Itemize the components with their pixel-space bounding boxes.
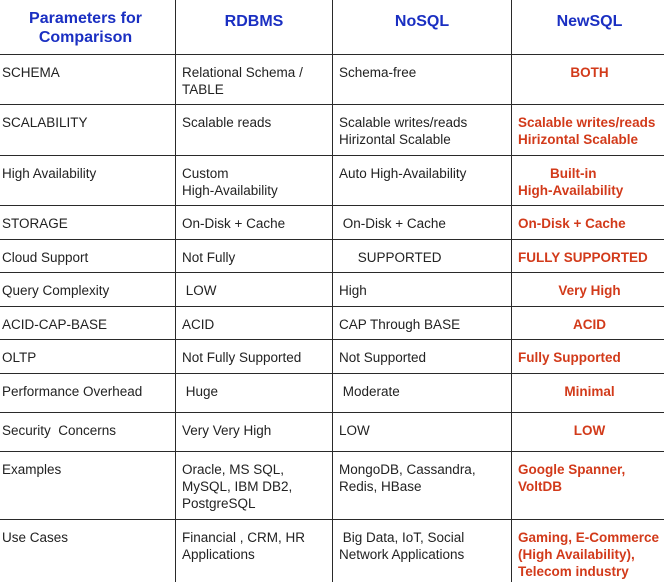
cell-newsql xyxy=(512,520,664,582)
cell-rdbms xyxy=(176,307,333,340)
table-body xyxy=(0,55,664,582)
cell-rdbms xyxy=(176,520,333,582)
cell-rdbms-line: On-Disk + Cache xyxy=(182,216,286,231)
cell-rdbms xyxy=(176,105,333,156)
cell-parameter-text xyxy=(0,273,175,299)
cell-newsql-text xyxy=(512,452,664,495)
cell-rdbms-line: High-Availability xyxy=(182,183,278,198)
cell-newsql-line: (High Availability), xyxy=(518,547,635,562)
cell-nosql-text xyxy=(333,307,511,333)
cell-nosql xyxy=(333,340,512,374)
cell-newsql-text xyxy=(512,520,664,580)
cell-rdbms-line: Not Fully xyxy=(182,250,236,265)
cell-rdbms xyxy=(176,340,333,374)
cell-nosql-line: Redis, HBase xyxy=(339,479,422,494)
cell-parameter-text xyxy=(0,374,175,400)
header-parameters xyxy=(0,0,176,55)
cell-newsql-text xyxy=(512,240,664,266)
cell-nosql xyxy=(333,55,512,105)
cell-nosql xyxy=(333,520,512,582)
cell-newsql-text xyxy=(512,340,664,366)
header-nosql: NoSQL xyxy=(333,0,512,55)
cell-rdbms-line: Not Fully Supported xyxy=(182,350,302,365)
cell-parameter-line: ACID-CAP-BASE xyxy=(2,317,108,332)
cell-newsql-text xyxy=(512,273,664,299)
cell-nosql-line: CAP Through BASE xyxy=(339,317,461,332)
cell-parameter xyxy=(0,413,176,452)
cell-nosql-line: High xyxy=(339,283,367,298)
cell-newsql-line: VoltDB xyxy=(518,479,562,494)
cell-newsql-line: FULLY SUPPORTED xyxy=(518,250,648,265)
cell-rdbms-line: Relational Schema / xyxy=(182,65,303,80)
cell-rdbms xyxy=(176,156,333,206)
cell-nosql xyxy=(333,240,512,273)
cell-rdbms-line: LOW xyxy=(182,283,217,298)
cell-nosql xyxy=(333,273,512,307)
cell-nosql-text xyxy=(333,452,511,495)
cell-parameter xyxy=(0,206,176,240)
cell-parameter-text xyxy=(0,307,175,333)
table-row xyxy=(0,206,664,240)
cell-parameter-line: Security Concerns xyxy=(2,423,117,438)
cell-parameter-line: SCHEMA xyxy=(2,65,60,80)
cell-nosql-line: Auto High-Availability xyxy=(339,166,467,181)
cell-nosql xyxy=(333,307,512,340)
cell-nosql-line: MongoDB, Cassandra, xyxy=(339,462,476,477)
cell-newsql-line: Scalable writes/reads xyxy=(518,115,656,130)
cell-rdbms-text xyxy=(176,273,332,299)
cell-nosql xyxy=(333,413,512,452)
cell-nosql-text xyxy=(333,520,511,563)
cell-newsql-text xyxy=(512,374,664,400)
cell-rdbms-line: Very Very High xyxy=(182,423,272,438)
cell-nosql-text xyxy=(333,156,511,182)
cell-rdbms-line: Financial , CRM, HR xyxy=(182,530,306,545)
table-row xyxy=(0,340,664,374)
cell-parameter-text xyxy=(0,520,175,546)
cell-rdbms-line: TABLE xyxy=(182,82,224,97)
cell-newsql xyxy=(512,156,664,206)
cell-newsql xyxy=(512,105,664,156)
cell-rdbms xyxy=(176,240,333,273)
cell-nosql-line: SUPPORTED xyxy=(339,250,442,265)
cell-rdbms xyxy=(176,374,333,413)
cell-nosql-text xyxy=(333,340,511,366)
cell-nosql-line: Big Data, IoT, Social xyxy=(339,530,465,545)
cell-rdbms-line: Custom xyxy=(182,166,229,181)
cell-newsql-text xyxy=(512,156,664,199)
cell-nosql-text xyxy=(333,240,511,266)
cell-newsql-line: BOTH xyxy=(570,65,609,80)
cell-newsql-line: Fully Supported xyxy=(518,350,621,365)
cell-parameter xyxy=(0,307,176,340)
cell-newsql-text xyxy=(512,105,664,148)
cell-newsql-line: High-Availability xyxy=(518,183,624,198)
cell-newsql xyxy=(512,452,664,520)
cell-rdbms-text xyxy=(176,340,332,366)
cell-parameter-line: Cloud Support xyxy=(2,250,89,265)
cell-parameter-text xyxy=(0,240,175,266)
cell-parameter xyxy=(0,156,176,206)
cell-rdbms-line: Oracle, MS SQL, xyxy=(182,462,285,477)
cell-newsql-text xyxy=(512,413,664,439)
cell-newsql xyxy=(512,206,664,240)
cell-rdbms-text xyxy=(176,520,332,563)
cell-rdbms-text xyxy=(176,413,332,439)
cell-rdbms xyxy=(176,413,333,452)
cell-nosql-text xyxy=(333,206,511,232)
cell-newsql-line: LOW xyxy=(573,423,606,438)
cell-rdbms-text xyxy=(176,307,332,333)
cell-parameter xyxy=(0,55,176,105)
table-row xyxy=(0,413,664,452)
cell-rdbms-text xyxy=(176,156,332,199)
cell-nosql xyxy=(333,452,512,520)
cell-parameter-line: SCALABILITY xyxy=(2,115,88,130)
cell-rdbms-text xyxy=(176,105,332,131)
cell-rdbms-line: Applications xyxy=(182,547,255,562)
cell-rdbms-text xyxy=(176,452,332,512)
cell-parameter-line: Use Cases xyxy=(2,530,69,545)
cell-parameter-line: Query Complexity xyxy=(2,283,110,298)
table-row xyxy=(0,520,664,582)
cell-nosql-line: Hirizontal Scalable xyxy=(339,132,451,147)
cell-nosql-line: Not Supported xyxy=(339,350,427,365)
cell-parameter-line: High Availability xyxy=(2,166,97,181)
cell-nosql xyxy=(333,156,512,206)
cell-nosql-line: On-Disk + Cache xyxy=(339,216,446,231)
table-row xyxy=(0,273,664,307)
cell-nosql-line: Schema-free xyxy=(339,65,417,80)
header-parameters-line: Comparison xyxy=(38,29,133,46)
cell-nosql-text xyxy=(333,273,511,299)
cell-nosql-line: Moderate xyxy=(339,384,400,399)
cell-newsql-text xyxy=(512,206,664,232)
cell-newsql-line: Telecom industry xyxy=(518,564,629,579)
table-row xyxy=(0,240,664,273)
cell-nosql xyxy=(333,206,512,240)
cell-newsql-line: On-Disk + Cache xyxy=(518,216,626,231)
cell-newsql xyxy=(512,374,664,413)
cell-newsql-line: Built-in xyxy=(550,166,597,181)
cell-nosql-line: LOW xyxy=(339,423,370,438)
cell-newsql-text xyxy=(512,307,664,333)
table-row xyxy=(0,307,664,340)
table-row xyxy=(0,55,664,105)
cell-newsql-line: Hirizontal Scalable xyxy=(518,132,639,147)
cell-parameter xyxy=(0,520,176,582)
header-row xyxy=(0,0,664,55)
cell-parameter-text xyxy=(0,105,175,131)
cell-nosql-text xyxy=(333,55,511,81)
cell-parameter-line: Performance Overhead xyxy=(2,384,143,399)
header-rdbms: RDBMS xyxy=(176,0,333,55)
cell-parameter-text xyxy=(0,55,175,81)
cell-rdbms-line: Scalable reads xyxy=(182,115,272,130)
cell-rdbms xyxy=(176,55,333,105)
cell-nosql-line: Network Applications xyxy=(339,547,465,562)
cell-rdbms xyxy=(176,273,333,307)
cell-nosql-text xyxy=(333,105,511,148)
cell-nosql xyxy=(333,105,512,156)
cell-rdbms-text xyxy=(176,206,332,232)
cell-newsql-line: Gaming, E-Commerce xyxy=(518,530,660,545)
cell-newsql-line: Very High xyxy=(558,283,621,298)
cell-rdbms-text xyxy=(176,374,332,400)
cell-parameter-text xyxy=(0,340,175,366)
cell-newsql-line: ACID xyxy=(573,317,606,332)
cell-rdbms-line: PostgreSQL xyxy=(182,496,256,511)
cell-parameter-line: OLTP xyxy=(2,350,37,365)
table-row xyxy=(0,374,664,413)
cell-rdbms-line: MySQL, IBM DB2, xyxy=(182,479,293,494)
cell-parameter-text xyxy=(0,156,175,182)
table-row xyxy=(0,156,664,206)
cell-parameter xyxy=(0,105,176,156)
cell-nosql-text xyxy=(333,413,511,439)
cell-parameter xyxy=(0,240,176,273)
cell-rdbms xyxy=(176,452,333,520)
cell-newsql-text xyxy=(512,55,664,81)
cell-parameter-line: Examples xyxy=(2,462,62,477)
cell-parameter-line: STORAGE xyxy=(2,216,68,231)
cell-nosql-text xyxy=(333,374,511,400)
cell-parameter-text xyxy=(0,206,175,232)
cell-newsql xyxy=(512,273,664,307)
cell-newsql-line: Minimal xyxy=(564,384,615,399)
cell-newsql-line: Google Spanner, xyxy=(518,462,626,477)
cell-rdbms-line: ACID xyxy=(182,317,215,332)
cell-rdbms-text xyxy=(176,55,332,98)
cell-rdbms-text xyxy=(176,240,332,266)
cell-newsql xyxy=(512,340,664,374)
cell-newsql xyxy=(512,307,664,340)
cell-nosql xyxy=(333,374,512,413)
cell-parameter xyxy=(0,452,176,520)
cell-newsql xyxy=(512,413,664,452)
header-newsql: NewSQL xyxy=(512,0,664,55)
cell-parameter xyxy=(0,374,176,413)
cell-newsql xyxy=(512,240,664,273)
cell-parameter-text xyxy=(0,413,175,439)
header-parameters-line: Parameters for xyxy=(29,10,142,27)
cell-rdbms-line: Huge xyxy=(182,384,219,399)
cell-parameter-text xyxy=(0,452,175,478)
cell-newsql xyxy=(512,55,664,105)
cell-parameter xyxy=(0,273,176,307)
cell-nosql-line: Scalable writes/reads xyxy=(339,115,468,130)
table-row xyxy=(0,105,664,156)
cell-parameter xyxy=(0,340,176,374)
table-row xyxy=(0,452,664,520)
cell-rdbms xyxy=(176,206,333,240)
